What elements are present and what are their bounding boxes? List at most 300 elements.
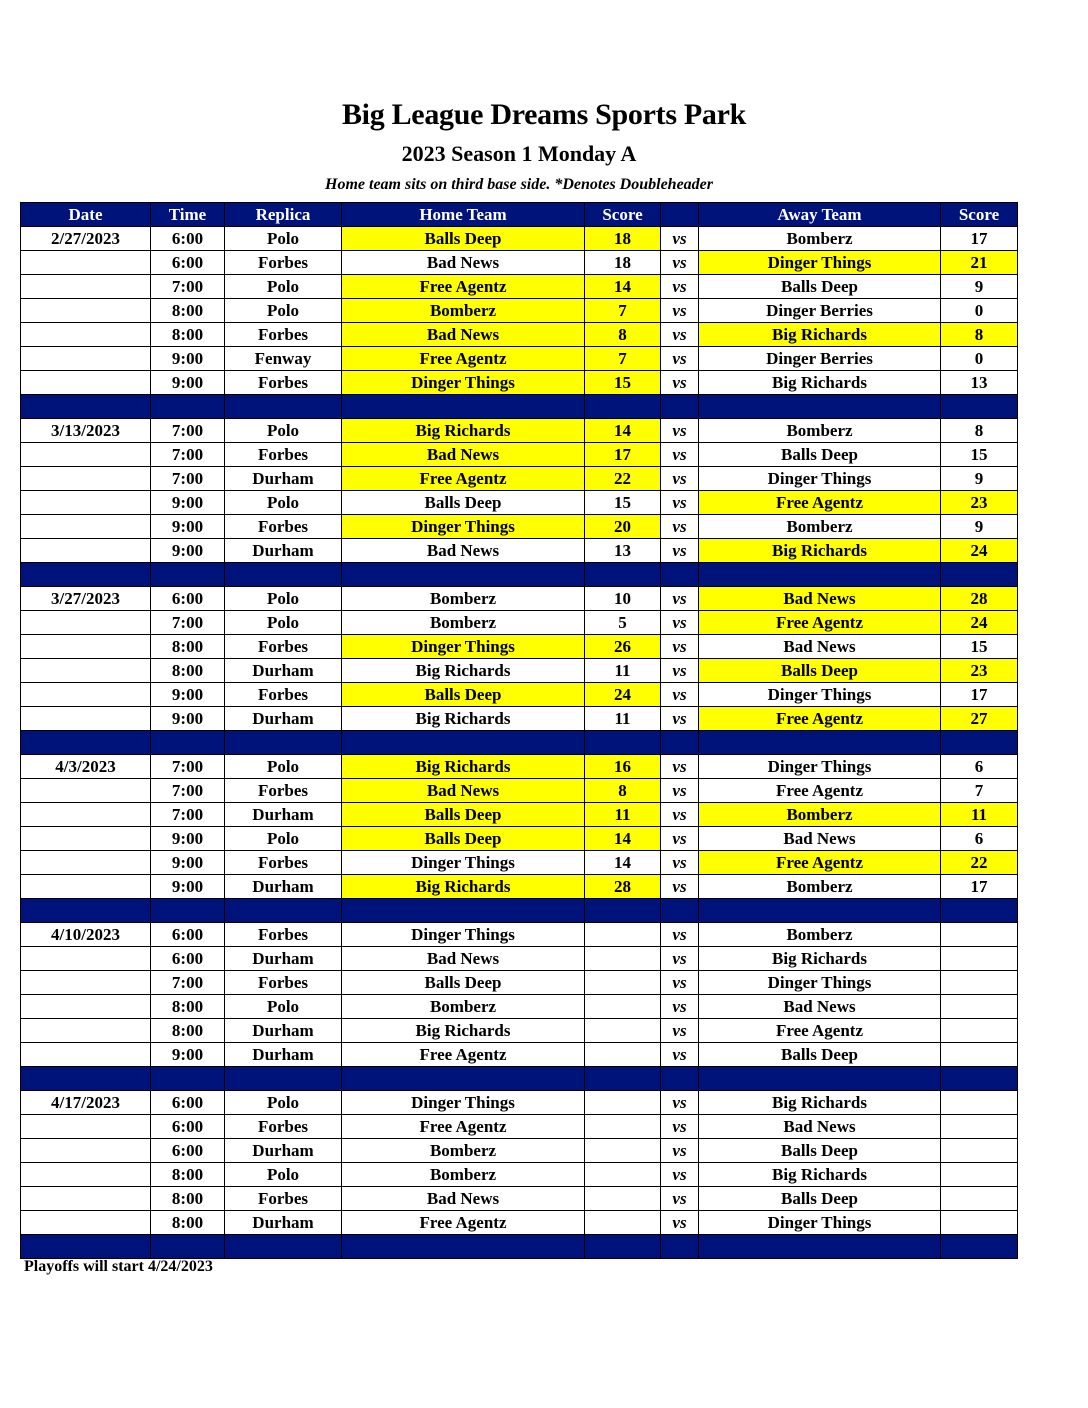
replica-cell: Durham [225, 707, 342, 731]
home-score-cell [585, 923, 661, 947]
replica-cell: Forbes [225, 779, 342, 803]
page-title: Big League Dreams Sports Park [341, 98, 747, 131]
away-score-cell: 9 [941, 467, 1018, 491]
separator-cell [342, 899, 585, 923]
separator-cell [699, 1235, 941, 1259]
date-cell [21, 539, 151, 563]
game-row [21, 779, 1018, 803]
date-cell [21, 707, 151, 731]
time-cell: 9:00 [151, 827, 225, 851]
date-cell [21, 1043, 151, 1067]
game-row [21, 683, 1018, 707]
game-row [21, 467, 1018, 491]
away-team-cell: Bad News [699, 635, 941, 659]
week-separator-row [21, 1067, 1018, 1091]
time-cell: 9:00 [151, 683, 225, 707]
vs-cell: vs [661, 683, 699, 707]
home-team-cell: Free Agentz [342, 275, 585, 299]
away-team-cell: Big Richards [699, 1091, 941, 1115]
time-cell: 7:00 [151, 611, 225, 635]
separator-cell [151, 563, 225, 587]
vs-cell: vs [661, 1043, 699, 1067]
replica-cell: Polo [225, 755, 342, 779]
home-score-cell: 28 [585, 875, 661, 899]
home-team-cell: Dinger Things [342, 1091, 585, 1115]
away-team-cell: Big Richards [699, 371, 941, 395]
date-cell: 2/27/2023 [21, 227, 151, 251]
date-cell [21, 1211, 151, 1235]
home-score-cell: 24 [585, 683, 661, 707]
away-team-cell: Bomberz [699, 803, 941, 827]
date-cell [21, 251, 151, 275]
separator-cell [699, 1067, 941, 1091]
home-team-cell: Bomberz [342, 1139, 585, 1163]
vs-cell: vs [661, 491, 699, 515]
game-row [21, 227, 1018, 251]
separator-cell [941, 1067, 1018, 1091]
vs-cell: vs [661, 803, 699, 827]
replica-cell: Polo [225, 299, 342, 323]
replica-cell: Durham [225, 1043, 342, 1067]
schedule-body [21, 227, 1018, 1259]
home-score-cell: 20 [585, 515, 661, 539]
replica-cell: Polo [225, 611, 342, 635]
seating-note: Home team sits on third base side. *Denotes Doubleheader [325, 176, 713, 193]
away-team-cell: Big Richards [699, 323, 941, 347]
game-row [21, 515, 1018, 539]
separator-cell [225, 899, 342, 923]
away-score-cell: 28 [941, 587, 1018, 611]
away-team-cell: Dinger Things [699, 971, 941, 995]
home-team-cell: Big Richards [342, 875, 585, 899]
home-team-cell: Big Richards [342, 707, 585, 731]
replica-cell: Forbes [225, 683, 342, 707]
away-team-cell: Balls Deep [699, 275, 941, 299]
vs-cell: vs [661, 251, 699, 275]
home-team-cell: Big Richards [342, 659, 585, 683]
separator-cell [585, 563, 661, 587]
away-score-cell: 9 [941, 515, 1018, 539]
away-team-cell: Bad News [699, 1115, 941, 1139]
separator-cell [661, 899, 699, 923]
date-cell: 3/13/2023 [21, 419, 151, 443]
separator-cell [941, 1235, 1018, 1259]
separator-cell [585, 731, 661, 755]
home-score-cell: 8 [585, 323, 661, 347]
header-away-score: Score [941, 203, 1018, 227]
away-score-cell: 21 [941, 251, 1018, 275]
time-cell: 9:00 [151, 515, 225, 539]
away-team-cell: Bad News [699, 995, 941, 1019]
home-score-cell: 10 [585, 587, 661, 611]
separator-cell [21, 563, 151, 587]
home-team-cell: Bad News [342, 323, 585, 347]
date-cell [21, 875, 151, 899]
separator-cell [699, 395, 941, 419]
separator-cell [661, 563, 699, 587]
vs-cell: vs [661, 323, 699, 347]
separator-cell [941, 395, 1018, 419]
date-cell [21, 1163, 151, 1187]
away-team-cell: Free Agentz [699, 707, 941, 731]
away-score-cell: 15 [941, 635, 1018, 659]
vs-cell: vs [661, 587, 699, 611]
home-team-cell: Free Agentz [342, 467, 585, 491]
vs-cell: vs [661, 755, 699, 779]
vs-cell: vs [661, 371, 699, 395]
home-score-cell: 14 [585, 419, 661, 443]
vs-cell: vs [661, 347, 699, 371]
away-team-cell: Bomberz [699, 227, 941, 251]
away-score-cell: 23 [941, 491, 1018, 515]
home-team-cell: Bad News [342, 443, 585, 467]
home-team-cell: Bad News [342, 1187, 585, 1211]
separator-cell [661, 1235, 699, 1259]
home-score-cell [585, 947, 661, 971]
separator-cell [661, 395, 699, 419]
away-score-cell [941, 1091, 1018, 1115]
home-score-cell: 14 [585, 275, 661, 299]
away-team-cell: Big Richards [699, 947, 941, 971]
home-score-cell: 11 [585, 707, 661, 731]
header-date: Date [21, 203, 151, 227]
separator-cell [21, 899, 151, 923]
replica-cell: Polo [225, 1163, 342, 1187]
home-team-cell: Free Agentz [342, 347, 585, 371]
time-cell: 8:00 [151, 1187, 225, 1211]
home-team-cell: Bomberz [342, 299, 585, 323]
time-cell: 9:00 [151, 1043, 225, 1067]
replica-cell: Polo [225, 275, 342, 299]
vs-cell: vs [661, 443, 699, 467]
separator-cell [21, 395, 151, 419]
separator-cell [225, 1235, 342, 1259]
away-score-cell: 0 [941, 347, 1018, 371]
time-cell: 7:00 [151, 467, 225, 491]
home-score-cell: 18 [585, 227, 661, 251]
game-row [21, 1211, 1018, 1235]
away-score-cell: 22 [941, 851, 1018, 875]
away-score-cell [941, 1163, 1018, 1187]
home-score-cell: 17 [585, 443, 661, 467]
replica-cell: Durham [225, 1019, 342, 1043]
time-cell: 9:00 [151, 539, 225, 563]
separator-cell [941, 731, 1018, 755]
replica-cell: Durham [225, 1211, 342, 1235]
playoffs-note: Playoffs will start 4/24/2023 [24, 1258, 213, 1275]
vs-cell: vs [661, 299, 699, 323]
replica-cell: Durham [225, 659, 342, 683]
separator-cell [225, 395, 342, 419]
separator-cell [225, 731, 342, 755]
separator-cell [151, 1067, 225, 1091]
time-cell: 6:00 [151, 587, 225, 611]
replica-cell: Forbes [225, 923, 342, 947]
vs-cell: vs [661, 1211, 699, 1235]
home-score-cell: 18 [585, 251, 661, 275]
game-row [21, 1115, 1018, 1139]
away-team-cell: Free Agentz [699, 491, 941, 515]
home-score-cell: 11 [585, 803, 661, 827]
home-score-cell: 14 [585, 851, 661, 875]
time-cell: 8:00 [151, 1019, 225, 1043]
separator-cell [699, 899, 941, 923]
date-cell [21, 299, 151, 323]
away-score-cell [941, 947, 1018, 971]
time-cell: 6:00 [151, 227, 225, 251]
replica-cell: Polo [225, 1091, 342, 1115]
away-score-cell: 7 [941, 779, 1018, 803]
vs-cell: vs [661, 707, 699, 731]
separator-cell [585, 899, 661, 923]
home-score-cell [585, 1091, 661, 1115]
date-cell [21, 971, 151, 995]
time-cell: 8:00 [151, 995, 225, 1019]
away-team-cell: Dinger Berries [699, 347, 941, 371]
vs-cell: vs [661, 1139, 699, 1163]
home-team-cell: Bomberz [342, 995, 585, 1019]
away-score-cell: 17 [941, 875, 1018, 899]
date-cell [21, 323, 151, 347]
replica-cell: Forbes [225, 1115, 342, 1139]
away-team-cell: Dinger Things [699, 251, 941, 275]
game-row [21, 1043, 1018, 1067]
away-score-cell [941, 923, 1018, 947]
vs-cell: vs [661, 419, 699, 443]
game-row [21, 347, 1018, 371]
game-row [21, 923, 1018, 947]
separator-cell [585, 1067, 661, 1091]
time-cell: 9:00 [151, 491, 225, 515]
date-cell [21, 659, 151, 683]
away-team-cell: Balls Deep [699, 1043, 941, 1067]
separator-cell [342, 1067, 585, 1091]
away-team-cell: Free Agentz [699, 1019, 941, 1043]
away-team-cell: Dinger Things [699, 755, 941, 779]
home-team-cell: Balls Deep [342, 491, 585, 515]
home-team-cell: Dinger Things [342, 371, 585, 395]
time-cell: 7:00 [151, 443, 225, 467]
separator-cell [941, 563, 1018, 587]
home-team-cell: Dinger Things [342, 851, 585, 875]
home-team-cell: Big Richards [342, 1019, 585, 1043]
home-team-cell: Balls Deep [342, 803, 585, 827]
game-row [21, 443, 1018, 467]
replica-cell: Forbes [225, 635, 342, 659]
time-cell: 6:00 [151, 1139, 225, 1163]
away-team-cell: Bomberz [699, 923, 941, 947]
vs-cell: vs [661, 1163, 699, 1187]
date-cell [21, 1187, 151, 1211]
date-cell: 4/10/2023 [21, 923, 151, 947]
date-cell [21, 491, 151, 515]
separator-cell [585, 1235, 661, 1259]
away-team-cell: Bomberz [699, 875, 941, 899]
date-cell [21, 995, 151, 1019]
home-team-cell: Free Agentz [342, 1211, 585, 1235]
home-score-cell: 8 [585, 779, 661, 803]
home-team-cell: Bomberz [342, 611, 585, 635]
game-row [21, 707, 1018, 731]
away-team-cell: Balls Deep [699, 659, 941, 683]
header-time: Time [151, 203, 225, 227]
game-row [21, 971, 1018, 995]
vs-cell: vs [661, 635, 699, 659]
replica-cell: Forbes [225, 323, 342, 347]
date-cell [21, 803, 151, 827]
vs-cell: vs [661, 947, 699, 971]
schedule-table [20, 202, 1018, 1259]
separator-cell [661, 1067, 699, 1091]
replica-cell: Durham [225, 539, 342, 563]
separator-cell [342, 395, 585, 419]
date-cell: 4/3/2023 [21, 755, 151, 779]
time-cell: 7:00 [151, 779, 225, 803]
home-score-cell: 15 [585, 491, 661, 515]
vs-cell: vs [661, 1115, 699, 1139]
home-score-cell [585, 1019, 661, 1043]
home-score-cell: 7 [585, 299, 661, 323]
date-cell [21, 371, 151, 395]
replica-cell: Polo [225, 227, 342, 251]
vs-cell: vs [661, 515, 699, 539]
date-cell [21, 443, 151, 467]
time-cell: 8:00 [151, 299, 225, 323]
separator-cell [699, 563, 941, 587]
date-cell [21, 347, 151, 371]
home-team-cell: Dinger Things [342, 923, 585, 947]
game-row [21, 1139, 1018, 1163]
replica-cell: Forbes [225, 851, 342, 875]
time-cell: 8:00 [151, 323, 225, 347]
away-score-cell: 24 [941, 539, 1018, 563]
away-team-cell: Bad News [699, 587, 941, 611]
away-team-cell: Dinger Things [699, 467, 941, 491]
replica-cell: Polo [225, 491, 342, 515]
home-score-cell: 14 [585, 827, 661, 851]
game-row [21, 995, 1018, 1019]
game-row [21, 371, 1018, 395]
date-cell [21, 467, 151, 491]
week-separator-row [21, 731, 1018, 755]
date-cell [21, 611, 151, 635]
time-cell: 8:00 [151, 1163, 225, 1187]
replica-cell: Polo [225, 995, 342, 1019]
time-cell: 7:00 [151, 971, 225, 995]
away-team-cell: Bomberz [699, 515, 941, 539]
game-row [21, 827, 1018, 851]
home-score-cell: 5 [585, 611, 661, 635]
replica-cell: Durham [225, 947, 342, 971]
date-cell: 4/17/2023 [21, 1091, 151, 1115]
time-cell: 7:00 [151, 419, 225, 443]
date-cell [21, 1019, 151, 1043]
time-cell: 6:00 [151, 947, 225, 971]
home-team-cell: Big Richards [342, 419, 585, 443]
separator-cell [21, 1235, 151, 1259]
away-team-cell: Free Agentz [699, 611, 941, 635]
game-row [21, 275, 1018, 299]
separator-cell [21, 1067, 151, 1091]
replica-cell: Forbes [225, 371, 342, 395]
away-score-cell: 0 [941, 299, 1018, 323]
away-score-cell: 6 [941, 827, 1018, 851]
header-away-team: Away Team [699, 203, 941, 227]
replica-cell: Polo [225, 587, 342, 611]
header-row [21, 203, 1018, 227]
game-row [21, 1187, 1018, 1211]
time-cell: 7:00 [151, 755, 225, 779]
home-score-cell: 15 [585, 371, 661, 395]
home-team-cell: Bomberz [342, 1163, 585, 1187]
separator-cell [151, 731, 225, 755]
vs-cell: vs [661, 1091, 699, 1115]
away-score-cell [941, 1187, 1018, 1211]
time-cell: 6:00 [151, 923, 225, 947]
home-score-cell [585, 971, 661, 995]
home-team-cell: Big Richards [342, 755, 585, 779]
date-cell [21, 1139, 151, 1163]
away-score-cell: 8 [941, 419, 1018, 443]
away-score-cell [941, 971, 1018, 995]
home-score-cell [585, 995, 661, 1019]
home-score-cell: 7 [585, 347, 661, 371]
home-team-cell: Balls Deep [342, 971, 585, 995]
week-separator-row [21, 395, 1018, 419]
away-team-cell: Balls Deep [699, 443, 941, 467]
game-row [21, 803, 1018, 827]
time-cell: 7:00 [151, 803, 225, 827]
replica-cell: Fenway [225, 347, 342, 371]
game-row [21, 491, 1018, 515]
home-score-cell: 13 [585, 539, 661, 563]
vs-cell: vs [661, 467, 699, 491]
week-separator-row [21, 1235, 1018, 1259]
date-cell [21, 779, 151, 803]
header-vs [661, 203, 699, 227]
replica-cell: Polo [225, 827, 342, 851]
separator-cell [699, 731, 941, 755]
replica-cell: Forbes [225, 251, 342, 275]
separator-cell [21, 731, 151, 755]
home-team-cell: Free Agentz [342, 1115, 585, 1139]
separator-cell [342, 731, 585, 755]
game-row [21, 539, 1018, 563]
away-score-cell [941, 1139, 1018, 1163]
game-row [21, 1163, 1018, 1187]
away-score-cell: 11 [941, 803, 1018, 827]
date-cell [21, 947, 151, 971]
home-team-cell: Dinger Things [342, 635, 585, 659]
away-team-cell: Bomberz [699, 419, 941, 443]
separator-cell [342, 563, 585, 587]
replica-cell: Durham [225, 803, 342, 827]
separator-cell [585, 395, 661, 419]
game-row [21, 851, 1018, 875]
header-home-score: Score [585, 203, 661, 227]
game-row [21, 635, 1018, 659]
time-cell: 9:00 [151, 347, 225, 371]
vs-cell: vs [661, 851, 699, 875]
home-team-cell: Bad News [342, 947, 585, 971]
away-score-cell [941, 995, 1018, 1019]
away-team-cell: Free Agentz [699, 851, 941, 875]
home-team-cell: Bad News [342, 779, 585, 803]
game-row [21, 419, 1018, 443]
home-team-cell: Bomberz [342, 587, 585, 611]
game-row [21, 587, 1018, 611]
separator-cell [151, 899, 225, 923]
